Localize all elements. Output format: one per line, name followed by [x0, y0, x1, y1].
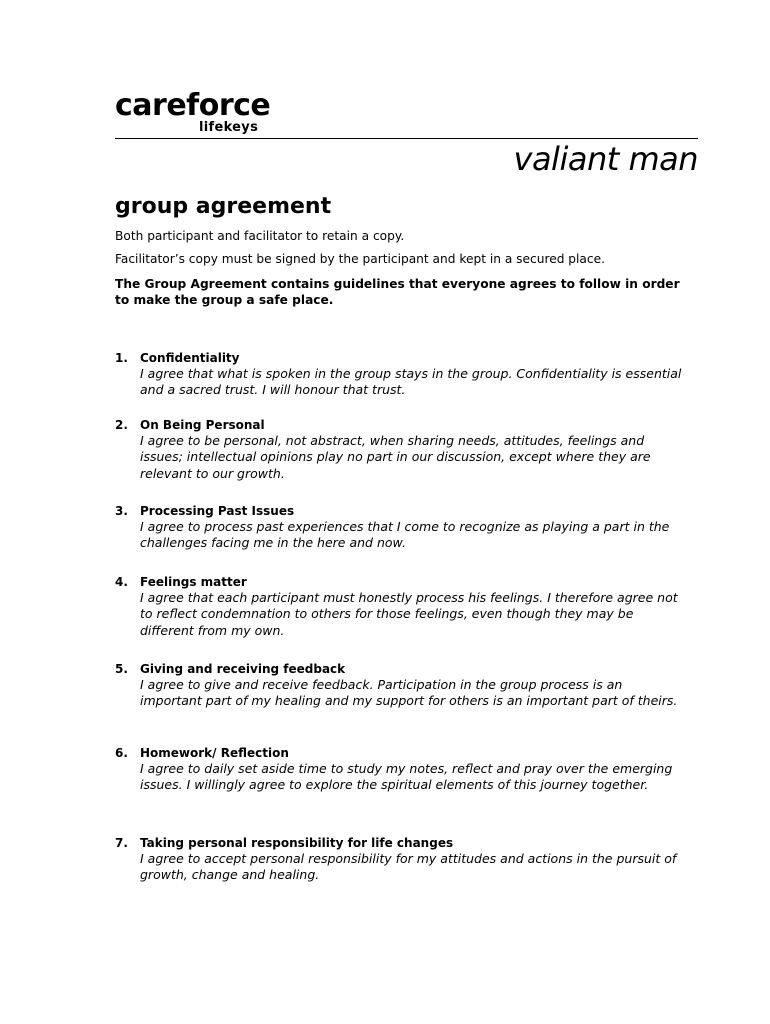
item-text: I agree to give and receive feedback. Participation in the group process is an important part of my healing and my support for others is an important part of theirs. — [140, 677, 678, 709]
item-number: 4. — [115, 575, 128, 589]
item-title: Feelings matter — [140, 575, 247, 589]
logo-wordmark: careforce — [115, 88, 271, 123]
item-number: 2. — [115, 418, 128, 432]
item-text: I agree that what is spoken in the group stays in the group. Confidentiality is essential and a sacred trust. I will honour that trust. — [140, 366, 682, 398]
item-title: Confidentiality — [140, 351, 240, 365]
item-title: Processing Past Issues — [140, 504, 295, 518]
item-number: 7. — [115, 836, 128, 850]
item-text: I agree to accept personal responsibility for my attitudes and actions in the pursuit of growth, change and healing. — [140, 851, 677, 883]
item-title: Giving and receiving feedback — [140, 662, 346, 676]
intro-guidelines-note: The Group Agreement contains guidelines that everyone agrees to follow in order to make the group a safe place. — [115, 277, 680, 307]
page-heading: group agreement — [115, 194, 332, 219]
intro-copy-note: Both participant and facilitator to retain a copy. — [115, 229, 405, 243]
item-title: Taking personal responsibility for life changes — [140, 836, 454, 850]
item-number: 1. — [115, 351, 128, 365]
item-text: I agree that each participant must honestly process his feelings. I therefore agree not to reflect condemnation to others for those feelings, even though they may be different from my own. — [140, 590, 678, 638]
item-number: 5. — [115, 662, 128, 676]
careforce-lifekeys-logo — [115, 86, 275, 140]
item-text: I agree to be personal, not abstract, when sharing needs, attitudes, feelings and issues; intellectual opinions play no part in our discussion, except where they are relevant to our growth. — [140, 433, 651, 481]
item-text: I agree to process past experiences that I come to recognize as playing a part in the challenges facing me in the here and now. — [140, 519, 670, 551]
item-title: On Being Personal — [140, 418, 265, 432]
intro-signature-note: Facilitator’s copy must be signed by the participant and kept in a secured place. — [115, 252, 605, 266]
item-title: Homework/ Reflection — [140, 746, 289, 760]
document-title: valiant man — [513, 140, 698, 178]
item-number: 3. — [115, 504, 128, 518]
item-text: I agree to daily set aside time to study my notes, reflect and pray over the emerging issues. I willingly agree to explore the spiritual elements of this journey together. — [140, 761, 673, 793]
item-number: 6. — [115, 746, 128, 760]
logo-subtitle: lifekeys — [199, 120, 259, 135]
